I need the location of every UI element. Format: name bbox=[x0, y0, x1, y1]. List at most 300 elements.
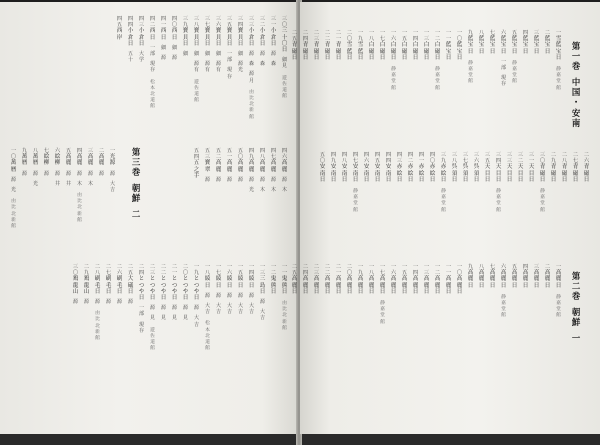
entry-title: 高 麗 日 bbox=[313, 276, 320, 295]
catalog-entry bbox=[372, 152, 383, 214]
catalog-entry bbox=[180, 16, 191, 121]
entry-title: 高 麗 日 bbox=[467, 270, 474, 289]
entry-note: 細 源 bbox=[171, 44, 177, 62]
entry-title: 赤 絵 日 bbox=[407, 164, 414, 183]
entry-title: 高 麗 日 bbox=[423, 276, 430, 295]
entry-number: 四 九 bbox=[330, 152, 337, 165]
entry-note: 源 bbox=[21, 170, 27, 177]
entry-title: と つ や 日 bbox=[160, 276, 167, 302]
catalog-entry bbox=[421, 264, 432, 326]
volume-heading: 第 一 巻 中 国 ・ 安 南 bbox=[571, 41, 581, 128]
catalog-entry bbox=[449, 152, 460, 214]
entry-number: 三 〇 bbox=[539, 152, 546, 165]
entry-title: 高 麗 日 bbox=[357, 276, 364, 295]
entry-title: と つ や 日 bbox=[138, 276, 145, 302]
entry-number: 二 一 bbox=[335, 30, 342, 43]
entry-title: 藍 宝 日 bbox=[489, 36, 496, 55]
entry-note: 細 bbox=[182, 51, 188, 58]
catalog-entry bbox=[377, 30, 388, 92]
entry-number: 二 四 bbox=[302, 264, 309, 277]
entry-note: 源 bbox=[72, 299, 78, 306]
entry-title: 寶 貝 日 bbox=[215, 28, 222, 47]
entry-title: 綾 日 bbox=[226, 276, 233, 289]
entry-title: 雪 藍 宝 日 bbox=[555, 36, 562, 61]
entry-number: 四 一 bbox=[418, 152, 425, 165]
catalog-entry bbox=[520, 264, 531, 326]
entry-note: 源 bbox=[215, 176, 221, 183]
catalog-entry bbox=[438, 152, 449, 214]
entry-note: 源 木 bbox=[76, 170, 82, 187]
left-page bbox=[0, 2, 298, 434]
catalog-entry bbox=[366, 264, 377, 326]
entry-collection: 静 嘉 堂 館 bbox=[468, 60, 473, 85]
catalog-entry bbox=[114, 16, 125, 121]
entry-title: と つ や 日 bbox=[193, 276, 200, 302]
catalog-entry bbox=[268, 148, 279, 193]
catalog-entry bbox=[366, 30, 377, 92]
catalog-entry bbox=[158, 264, 169, 352]
catalog-entry bbox=[388, 30, 399, 92]
entry-title: 安 南 日 bbox=[363, 164, 370, 183]
catalog-entry bbox=[355, 30, 366, 92]
catalog-entry bbox=[317, 152, 328, 214]
entry-collection: 静 嘉 堂 館 bbox=[501, 294, 506, 319]
entry-title: 高 麗 日 bbox=[511, 270, 518, 289]
entry-number: 二 八 bbox=[561, 152, 568, 165]
entry-number: 九 bbox=[467, 30, 474, 36]
catalog-entry bbox=[454, 264, 465, 326]
entry-number: 一 七 bbox=[379, 30, 386, 43]
entry-title: 雪 藍 日 bbox=[357, 42, 364, 61]
catalog-entry bbox=[257, 264, 268, 352]
entry-title: 安 南 日 bbox=[330, 164, 337, 183]
entry-title: 寶 翠 bbox=[204, 160, 211, 173]
entry-title: 小 倉 日 bbox=[127, 28, 134, 47]
entry-number: 三 一 bbox=[270, 16, 277, 29]
entry-title: 白 磁 日 bbox=[412, 42, 419, 61]
entry-number: 一 bbox=[109, 148, 116, 154]
entry-title: 呉 須 日 bbox=[462, 164, 469, 183]
entry-title: 高 麗 bbox=[98, 154, 105, 167]
catalog-entry bbox=[85, 148, 96, 230]
entry-title: 白 磁 日 bbox=[390, 42, 397, 61]
entry-number: 三 九 bbox=[182, 16, 189, 29]
entry-title: 藍 宝 日 bbox=[511, 36, 518, 55]
entry-title: 寶 貝 日 bbox=[226, 28, 233, 47]
entry-title: 呉 須 日 bbox=[473, 164, 480, 183]
entry-title: 高 麗 bbox=[259, 160, 266, 173]
entry-title: 光 源 bbox=[109, 154, 116, 167]
entry-note: 源 見 bbox=[182, 305, 188, 322]
catalog-entry bbox=[202, 264, 213, 352]
entry-title: 赤 絵 日 bbox=[418, 164, 425, 183]
entry-note: 源 大 吉 bbox=[193, 305, 199, 328]
catalog-entry bbox=[224, 16, 235, 121]
catalog-entry bbox=[169, 264, 180, 352]
entry-title: 萬 暦 bbox=[32, 154, 39, 167]
catalog-entry bbox=[427, 152, 438, 214]
entry-number: 五 〇 bbox=[319, 152, 326, 165]
catalog-entry bbox=[191, 148, 202, 193]
catalog-entry bbox=[581, 152, 592, 214]
entry-number: 一 四 bbox=[248, 264, 255, 277]
catalog-entry bbox=[476, 264, 487, 326]
entry-title: 青 磁 日 bbox=[302, 42, 309, 61]
entry-title: と つ や 日 bbox=[149, 276, 156, 302]
entry-title: 藍 宝 日 bbox=[544, 36, 551, 55]
entry-note: 一 部 現 存 bbox=[138, 305, 144, 334]
entry-title: 天 目 日 bbox=[517, 164, 524, 183]
entry-number: 四 bbox=[522, 264, 529, 270]
entry-number: 二 一 bbox=[335, 264, 342, 277]
entry-note: 源 光 bbox=[248, 176, 254, 194]
entry-title: 高 麗 日 bbox=[368, 276, 375, 295]
entry-collection: 静 嘉 堂 館 bbox=[496, 189, 501, 213]
entry-number: 四 三 bbox=[138, 16, 145, 29]
entry-title: と つ や 日 bbox=[171, 276, 178, 302]
entry-number: 七 bbox=[489, 264, 496, 270]
catalog-entry bbox=[542, 30, 553, 92]
catalog-entry bbox=[537, 152, 548, 214]
entry-note: 源 森 bbox=[259, 51, 265, 68]
entry-number: 三 八 bbox=[451, 152, 458, 165]
catalog-entry bbox=[460, 152, 471, 214]
entry-number: 二 九 bbox=[83, 264, 90, 277]
catalog-entry bbox=[405, 152, 416, 214]
entry-title: 高 麗 日 bbox=[346, 276, 353, 295]
entry-title: 藍 宝 日 bbox=[500, 36, 507, 55]
entry-title: 大 礒 日 bbox=[127, 276, 134, 295]
entry-number: 三 〇 bbox=[72, 264, 79, 277]
entry-note: 源 光 bbox=[32, 170, 38, 187]
entry-title: 高 麗 日 bbox=[500, 270, 507, 289]
right-band-top bbox=[289, 30, 564, 92]
entry-number: 五 四 bbox=[193, 148, 200, 161]
entry-collection: 静 嘉 堂 館 bbox=[435, 67, 440, 91]
entry-note: 一 部 現 存 bbox=[149, 44, 155, 74]
catalog-entry bbox=[169, 16, 180, 121]
entry-title: 寶 貝 日 bbox=[237, 28, 244, 47]
entry-title: 青 磁 日 bbox=[561, 164, 568, 183]
catalog-entry bbox=[559, 152, 570, 214]
entry-title: 高 麗 日 bbox=[379, 276, 386, 295]
entry-note: 源 大 吉 bbox=[259, 299, 265, 322]
entry-title: 赤 絵 日 bbox=[429, 164, 436, 183]
entry-number: 四 〇 bbox=[429, 152, 436, 165]
entry-number: 四 八 bbox=[341, 152, 348, 165]
left-band-bottom bbox=[70, 264, 290, 352]
entry-title: 高 麗 日 bbox=[456, 276, 463, 295]
catalog-entry bbox=[246, 264, 257, 352]
entry-note: 源 bbox=[94, 299, 100, 306]
entry-collection: 遊 佐 道 館 bbox=[150, 327, 155, 352]
entry-title: 青 磁 日 bbox=[583, 164, 590, 183]
entry-note: 源 bbox=[127, 299, 133, 306]
entry-title: 白 磁 日 bbox=[379, 42, 386, 61]
entry-title: 藍 宝 日 bbox=[478, 36, 485, 55]
entry-number: 五 bbox=[511, 264, 518, 270]
catalog-entry bbox=[257, 16, 268, 121]
catalog-entry bbox=[268, 264, 279, 352]
entry-title: 藍 宝 日 bbox=[522, 36, 529, 55]
entry-title: 青 磁 日 bbox=[335, 42, 342, 61]
entry-number: 二 六 bbox=[116, 264, 123, 277]
entry-number: 三 七 bbox=[204, 16, 211, 29]
catalog-entry bbox=[191, 264, 202, 352]
entry-title: 青 磁 日 bbox=[572, 164, 579, 183]
entry-title: 三 十 〇 日 bbox=[281, 28, 288, 54]
catalog-entry bbox=[570, 152, 581, 214]
entry-number: 二 〇 bbox=[346, 30, 353, 43]
entry-title: 白 磁 日 bbox=[423, 42, 430, 61]
catalog-entry bbox=[432, 30, 443, 92]
entry-number: 八 bbox=[478, 264, 485, 270]
entry-number: 二 三 bbox=[313, 264, 320, 277]
catalog-entry bbox=[213, 16, 224, 121]
catalog-entry bbox=[410, 30, 421, 92]
entry-note: 源 木 bbox=[87, 170, 93, 187]
catalog-entry bbox=[498, 30, 509, 92]
entry-title: 小 倉 日 bbox=[270, 28, 277, 47]
catalog-entry bbox=[344, 264, 355, 326]
entry-number: 一 一 bbox=[281, 264, 288, 277]
catalog-entry bbox=[476, 30, 487, 92]
entry-collection: 由 比 北 新 館 bbox=[249, 89, 254, 120]
volume-heading: 第 二 巻 朝 鮮 一 bbox=[571, 271, 581, 344]
entry-note: 源 bbox=[226, 176, 232, 183]
catalog-entry bbox=[509, 264, 520, 326]
entry-number: 一 五 bbox=[401, 264, 408, 277]
catalog-entry bbox=[30, 148, 41, 230]
entry-number: 四 三 bbox=[396, 152, 403, 165]
entry-note: 源 大 吉 bbox=[226, 292, 232, 316]
catalog-entry bbox=[493, 152, 504, 214]
entry-number: 三 二 bbox=[259, 16, 266, 29]
catalog-entry bbox=[202, 148, 213, 193]
entry-note: 源 大 吉 bbox=[248, 292, 254, 316]
entry-title: 西 日 bbox=[149, 28, 156, 41]
entry-note: 源 森 bbox=[270, 51, 276, 68]
entry-number: 三 三 bbox=[248, 16, 255, 29]
entry-number: 二 二 bbox=[160, 264, 167, 277]
entry-collection: 静 嘉 堂 館 bbox=[441, 189, 446, 213]
catalog-entry bbox=[96, 148, 107, 230]
entry-title: 赤 絵 日 bbox=[396, 164, 403, 183]
entry-title: 高 麗 bbox=[226, 160, 233, 173]
entry-title: 鬼 熊 日 bbox=[270, 276, 277, 295]
catalog-entry bbox=[41, 148, 52, 230]
entry-number: 五 bbox=[65, 148, 72, 154]
entry-title: 鶏 龍 山 bbox=[83, 276, 90, 295]
entry-collection: 静 嘉 堂 館 bbox=[512, 60, 517, 85]
entry-number: 五 一 bbox=[226, 148, 233, 161]
entry-title: 天 目 日 bbox=[506, 164, 513, 183]
entry-number: 三 四 bbox=[237, 16, 244, 29]
entry-note: 細 源 有 bbox=[204, 51, 210, 74]
catalog-entry bbox=[465, 264, 476, 326]
entry-title: 西 岸 bbox=[116, 28, 123, 41]
entry-note: 源 大 吉 bbox=[109, 170, 115, 194]
catalog-entry bbox=[410, 264, 421, 326]
entry-number: 一 八 bbox=[368, 264, 375, 277]
entry-title: と つ や 日 bbox=[182, 276, 189, 302]
entry-number: 三 bbox=[87, 148, 94, 154]
catalog-entry bbox=[300, 30, 311, 92]
catalog-entry bbox=[279, 148, 290, 193]
entry-note: 細 源 光 bbox=[237, 51, 243, 74]
entry-number: 四 四 bbox=[127, 16, 134, 29]
entry-collection: 松 本 北 道 館 bbox=[150, 79, 155, 110]
entry-note: 細 源 bbox=[160, 44, 166, 62]
entry-title: 高 麗 bbox=[248, 160, 255, 173]
catalog-entry bbox=[246, 16, 257, 121]
entry-number: 七 bbox=[43, 148, 50, 154]
entry-number: 六 bbox=[500, 30, 507, 36]
entry-title: 高 麗 bbox=[237, 160, 244, 173]
entry-title: 高 麗 日 bbox=[489, 270, 496, 289]
catalog-entry bbox=[246, 148, 257, 193]
entry-number: 一 bbox=[555, 30, 562, 36]
catalog-entry bbox=[416, 152, 427, 214]
entry-title: 高 麗 日 bbox=[478, 270, 485, 289]
entry-title: 鶏 龍 山 bbox=[72, 276, 79, 295]
catalog-entry bbox=[147, 16, 158, 121]
catalog-entry bbox=[213, 148, 224, 193]
catalog-entry bbox=[311, 30, 322, 92]
entry-note: 一 部 現 存 bbox=[226, 51, 232, 80]
catalog-entry bbox=[8, 148, 19, 230]
entry-title: 絵 柳 bbox=[54, 154, 61, 167]
entry-note: 源 bbox=[98, 170, 104, 177]
entry-number: 三 六 bbox=[473, 152, 480, 165]
entry-title: 安 南 日 bbox=[319, 164, 326, 183]
entry-collection: 由 比 北 新 館 bbox=[282, 301, 287, 331]
catalog-entry bbox=[394, 152, 405, 214]
entry-number: 二 七 bbox=[572, 152, 579, 165]
entry-title: 高 麗 bbox=[87, 154, 94, 167]
left-band-top bbox=[114, 16, 290, 121]
catalog-entry bbox=[136, 16, 147, 121]
entry-note: 源 bbox=[43, 170, 49, 177]
catalog-entry bbox=[531, 264, 542, 326]
entry-number: 二 五 bbox=[291, 30, 298, 43]
entry-number: 一 六 bbox=[226, 264, 233, 277]
entry-note: 源 井 bbox=[54, 170, 60, 187]
catalog-entry bbox=[355, 264, 366, 326]
catalog-entry bbox=[136, 264, 147, 352]
entry-note: 源 見 bbox=[149, 305, 155, 322]
entry-title: 藍 宝 日 bbox=[467, 36, 474, 55]
entry-title: 高 麗 bbox=[215, 160, 222, 173]
entry-number: 二 五 bbox=[291, 264, 298, 277]
entry-number: 一 七 bbox=[379, 264, 386, 277]
catalog-entry bbox=[235, 16, 246, 121]
entry-collection: 松 本 北 道 館 bbox=[205, 321, 210, 352]
entry-title: 絵 柳 bbox=[43, 154, 50, 167]
entry-title: 天 目 日 bbox=[484, 164, 491, 183]
entry-title: 天 目 日 bbox=[495, 164, 502, 183]
catalog-entry bbox=[526, 152, 537, 214]
entry-number: 二 三 bbox=[149, 264, 156, 277]
entry-title: 五 之 手 bbox=[193, 160, 200, 179]
catalog-entry bbox=[235, 264, 246, 352]
entry-note: 細 見 bbox=[281, 57, 287, 70]
entry-number: 三 四 bbox=[495, 152, 502, 165]
catalog-entry bbox=[322, 264, 333, 326]
catalog-entry bbox=[63, 148, 74, 230]
entry-number: 二 四 bbox=[302, 30, 309, 43]
entry-number: 三 五 bbox=[484, 152, 491, 165]
catalog-entry bbox=[81, 264, 92, 352]
entry-title: 高 麗 日 bbox=[335, 276, 342, 295]
entry-title: 安 南 日 bbox=[352, 164, 359, 183]
entry-title: 高 麗 日 bbox=[555, 270, 562, 289]
left-band-mid2 bbox=[8, 148, 118, 230]
catalog-entry bbox=[180, 264, 191, 352]
entry-number: 二 六 bbox=[583, 152, 590, 165]
catalog-entry bbox=[487, 264, 498, 326]
entry-number: 二 〇 bbox=[346, 264, 353, 277]
entry-title: 青 磁 日 bbox=[324, 42, 331, 61]
entry-number: 四 九 bbox=[248, 148, 255, 161]
catalog-entry bbox=[107, 148, 118, 230]
entry-number: 三 三 bbox=[506, 152, 513, 165]
entry-title: 青 磁 日 bbox=[313, 42, 320, 61]
entry-title: 青 磁 日 bbox=[291, 42, 298, 61]
right-page bbox=[291, 2, 600, 434]
catalog-entry bbox=[191, 16, 202, 121]
catalog-entry bbox=[19, 148, 30, 230]
entry-title: 高 麗 日 bbox=[434, 276, 441, 295]
entry-note: 源 木 bbox=[259, 176, 265, 194]
entry-number: 四 八 bbox=[259, 148, 266, 161]
entry-title: 高 麗 日 bbox=[401, 276, 408, 295]
entry-number: 三 七 bbox=[462, 152, 469, 165]
entry-number: 二 四 bbox=[138, 264, 145, 277]
entry-title: 高 麗 日 bbox=[302, 276, 309, 295]
catalog-entry bbox=[553, 264, 564, 326]
entry-collection: 静 嘉 堂 館 bbox=[540, 189, 545, 213]
catalog-entry bbox=[300, 264, 311, 326]
entry-number: 一 九 bbox=[357, 264, 364, 277]
entry-title: 高 麗 bbox=[76, 154, 83, 167]
entry-number: 四 〇 bbox=[171, 16, 178, 29]
catalog-entry bbox=[224, 148, 235, 193]
entry-note: 源 木 bbox=[281, 176, 287, 194]
entry-note: 細 源 有 bbox=[215, 51, 221, 74]
catalog-entry bbox=[328, 152, 339, 214]
entry-title: 小 倉 日 bbox=[259, 28, 266, 47]
entry-number: 五 二 bbox=[215, 148, 222, 161]
volume-heading: 第 三 巻 朝 鮮 二 bbox=[131, 147, 141, 220]
entry-number: 三 八 bbox=[193, 16, 200, 29]
entry-title: 白 磁 日 bbox=[368, 42, 375, 61]
entry-title: 赤 絵 日 bbox=[440, 164, 447, 183]
catalog-entry bbox=[289, 264, 300, 326]
catalog-entry bbox=[520, 30, 531, 92]
entry-number: 一 三 bbox=[259, 264, 266, 277]
catalog-entry bbox=[388, 264, 399, 326]
entry-number: 二 bbox=[544, 264, 551, 270]
entry-collection: 由 比 北 新 館 bbox=[95, 311, 100, 342]
entry-number: 三 一 bbox=[528, 152, 535, 165]
catalog-entry bbox=[487, 30, 498, 92]
entry-number: 一 bbox=[555, 264, 562, 270]
entry-note: 源 bbox=[204, 176, 210, 183]
entry-number: 二 九 bbox=[550, 152, 557, 165]
entry-number: 一 二 bbox=[434, 30, 441, 43]
entry-number: 一 二 bbox=[270, 264, 277, 277]
